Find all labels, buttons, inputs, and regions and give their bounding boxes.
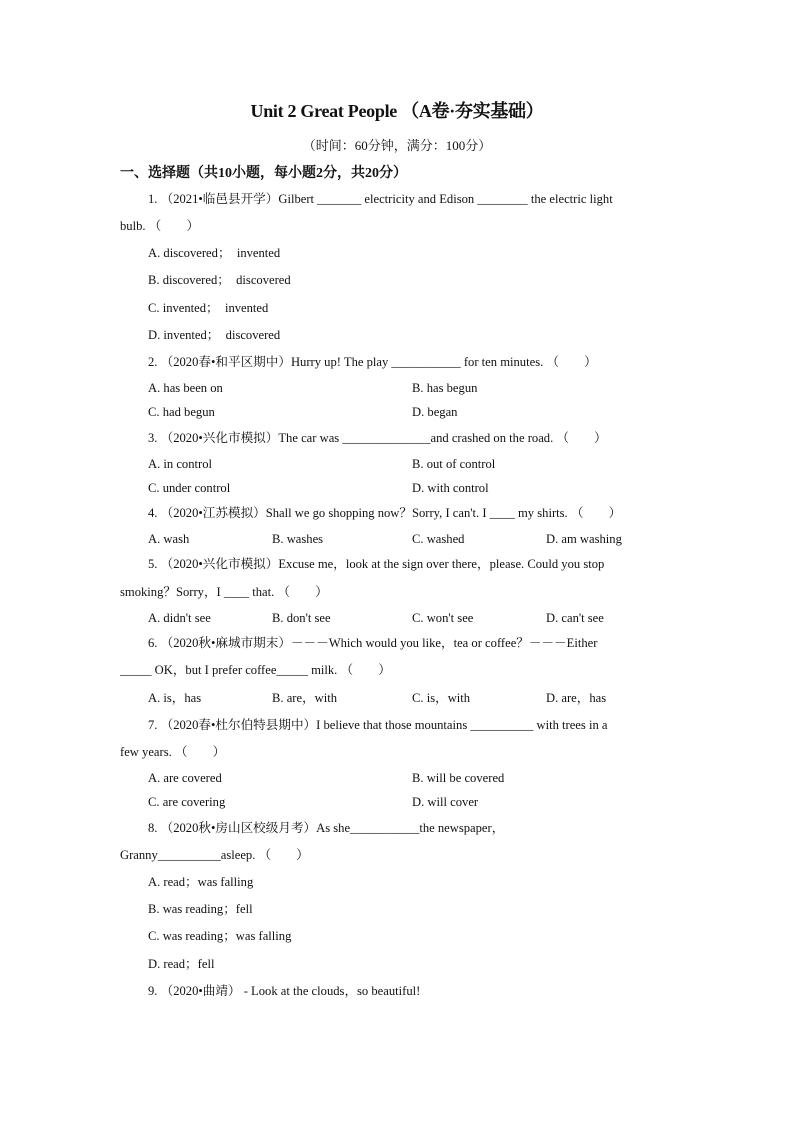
question-6-option-a: A. is，has [148,691,202,705]
question-7-option-c: C. are covering [148,795,226,809]
question-1-option-d: D. invented； discovered [148,328,281,342]
question-2-option-c: C. had begun [148,405,215,419]
question-7-stem-cont: few years. （ ） [120,745,226,759]
question-5-stem-cont: smoking？Sorry，I ____ that. （ ） [120,585,328,599]
question-5-stem: 5. （2020•兴化市模拟）Excuse me，look at the sign over there，please. Could you stop [148,557,605,571]
question-3-option-b: B. out of control [412,457,496,471]
question-5-option-a: A. didn't see [148,611,211,625]
question-2-option-b: B. has begun [412,381,478,395]
section-heading: 一、选择题（共10小题，每小题2分，共20分） [120,166,407,181]
question-7-option-b: B. will be covered [412,771,505,785]
question-5-option-d: D. can't see [546,611,604,625]
question-3-option-c: C. under control [148,481,231,495]
question-8-option-d: D. read；fell [148,957,215,971]
question-3-option-a: A. in control [148,457,213,471]
question-7-stem: 7. （2020春•杜尔伯特县期中）I believe that those mountains __________ with trees in a [148,718,608,732]
question-6-stem: 6. （2020秋•麻城市期末）－－－Which would you like，tea or coffee？－－－Either [148,636,598,650]
question-4-option-c: C. washed [412,532,465,546]
question-1-stem-cont: bulb. （ ） [120,219,200,233]
question-6-option-d: D. are，has [546,691,607,705]
question-7-option-a: A. are covered [148,771,222,785]
question-1-stem: 1. （2021•临邑县开学）Gilbert _______ electricity and Edison ________ the electric light [148,192,613,206]
question-8-stem: 8. （2020秋•房山区校级月考）As she___________the newspaper， [148,821,505,835]
question-1-option-c: C. invented； invented [148,301,269,315]
question-1-option-b: B. discovered； discovered [148,273,291,287]
question-3-option-d: D. with control [412,481,489,495]
question-7-option-d: D. will cover [412,795,479,809]
question-2-option-d: D. began [412,405,458,419]
question-6-option-b: B. are，with [272,691,338,705]
question-8-option-c: C. was reading；was falling [148,929,292,943]
question-6-stem-cont: _____ OK，but I prefer coffee_____ milk. （ ） [120,663,391,677]
question-5-option-c: C. won't see [412,611,474,625]
question-6-option-c: C. is，with [412,691,471,705]
exam-info: （时间：60分钟，满分：100分） [302,138,492,153]
question-4-option-d: D. am washing [546,532,622,546]
question-4-stem: 4. （2020•江苏模拟）Shall we go shopping now？Sorry, I can't. I ____ my shirts. （ ） [148,506,622,520]
question-8-stem-cont: Granny__________asleep. （ ） [120,848,309,862]
question-1-option-a: A. discovered； invented [148,246,281,260]
page-title: Unit 2 Great People （A卷·夯实基础） [250,101,544,121]
question-5-option-b: B. don't see [272,611,331,625]
question-8-option-a: A. read；was falling [148,875,254,889]
question-4-option-a: A. wash [148,532,190,546]
question-8-option-b: B. was reading；fell [148,902,253,916]
question-9-stem: 9. （2020•曲靖） - Look at the clouds，so beautiful! [148,984,421,998]
question-2-stem: 2. （2020春•和平区期中）Hurry up! The play ___________ for ten minutes. （ ） [148,355,597,369]
question-3-stem: 3. （2020•兴化市模拟）The car was ______________and crashed on the road. （ ） [148,431,607,445]
question-2-option-a: A. has been on [148,381,223,395]
question-4-option-b: B. washes [272,532,324,546]
